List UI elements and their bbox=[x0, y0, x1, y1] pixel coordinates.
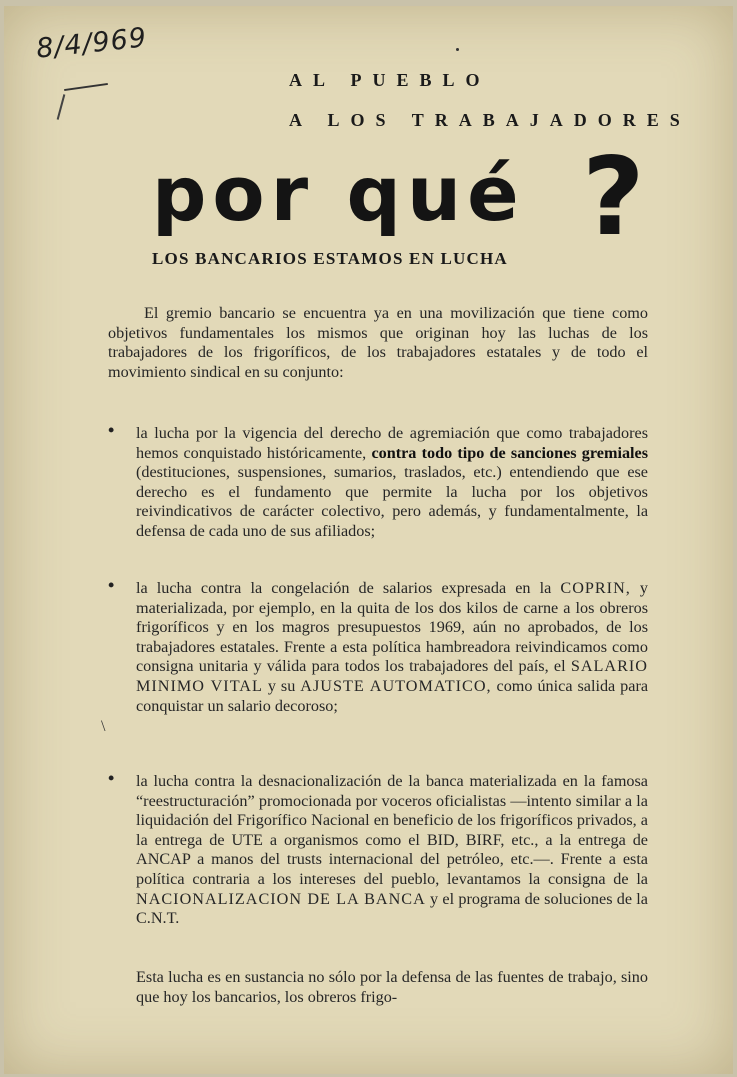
bullet-2: • bbox=[108, 575, 115, 595]
subtitle: LOS BANCARIOS ESTAMOS EN LUCHA bbox=[152, 249, 508, 268]
coprin: COPRIN, bbox=[560, 579, 631, 597]
header-line-1: AL PUEBLO bbox=[289, 70, 491, 90]
document-page bbox=[4, 6, 733, 1074]
list-item-2: la lucha contra la congelación de salarios expresada en la COPRIN, y materializada, por ejemplo, en la quita de los dos kilos de carne a los obreros frigoríficos y en los magros presupuestos 1969, aún no aprobados, de los trabajadores estatales. Frente a esta política hambreadora reivindicamos como consigna unitaria y válida para todos los trabajadores del país, el SALARIO MINIMO VITAL y su AJUSTE AUTOMATICO, como única salida para conquistar un salario decoroso; bbox=[136, 579, 649, 715]
salario-minimo-vital: SALARIO MINIMO VITAL bbox=[136, 657, 648, 695]
handwritten-mark bbox=[57, 94, 66, 120]
header-line-2: A LOS TRABAJADORES bbox=[289, 110, 691, 130]
bullet-1: • bbox=[108, 420, 115, 440]
handwritten-dash bbox=[64, 83, 108, 91]
question-mark: ? bbox=[582, 135, 645, 260]
intro-paragraph: El gremio bancario se encuentra ya en una movilización que tiene como objetivos fundamentales los mismos que originan hoy las luchas de los trabajadores de los frigoríficos, de los trabajadores estatales y de todo el movimiento sindical en su conjunto: bbox=[108, 304, 648, 381]
list-item-1: la lucha por la vigencia del derecho de agremiación que como trabajadores hemos conquistado históricamente, contra todo tipo de sanciones gremiales (destituciones, suspensiones, sumarios, traslados, etc.) entendiendo que ese derecho es el fundamento que permite la lucha por los objetivos reivindicativos de carácter colectivo, pero además, y fundamentalmente, la defensa de cada uno de sus afiliados; bbox=[136, 424, 649, 540]
list-item-3: la lucha contra la desnacionalización de la banca materializada en la famosa “reestructuración” promocionada por voceros oficialistas —intento similar a la liquidación del Frigorífico Nacional en beneficio de los frigoríficos privados, a la entrega de UTE a organismos como el BID, BIRF, etc., a la entrega de ANCAP a manos del trusts internacional del petróleo, etc.—. Frente a esta política contraria a los intereses del pueblo, levantamos la consigna de la NACIONALIZACION DE LA BANCA y el programa de soluciones de la C.N.T. bbox=[136, 772, 648, 928]
handwritten-date: 8/4/969 bbox=[34, 22, 149, 65]
ajuste-automatico: AJUSTE AUTOMATICO, bbox=[300, 676, 492, 695]
nacionalizacion-de-la-banca: NACIONALIZACION DE LA BANCA bbox=[136, 889, 426, 908]
bullet-3: • bbox=[108, 768, 115, 788]
ink-dot bbox=[456, 48, 459, 51]
closing-paragraph: Esta lucha es en sustancia no sólo por la defensa de las fuentes de trabajo, sino que hoy los bancarios, los obreros frigo- bbox=[136, 968, 648, 1006]
page-title: por qué bbox=[152, 149, 525, 238]
emphasis-sanciones: contra todo tipo de sanciones gremiales bbox=[371, 443, 649, 462]
margin-tick: \ bbox=[101, 718, 106, 735]
